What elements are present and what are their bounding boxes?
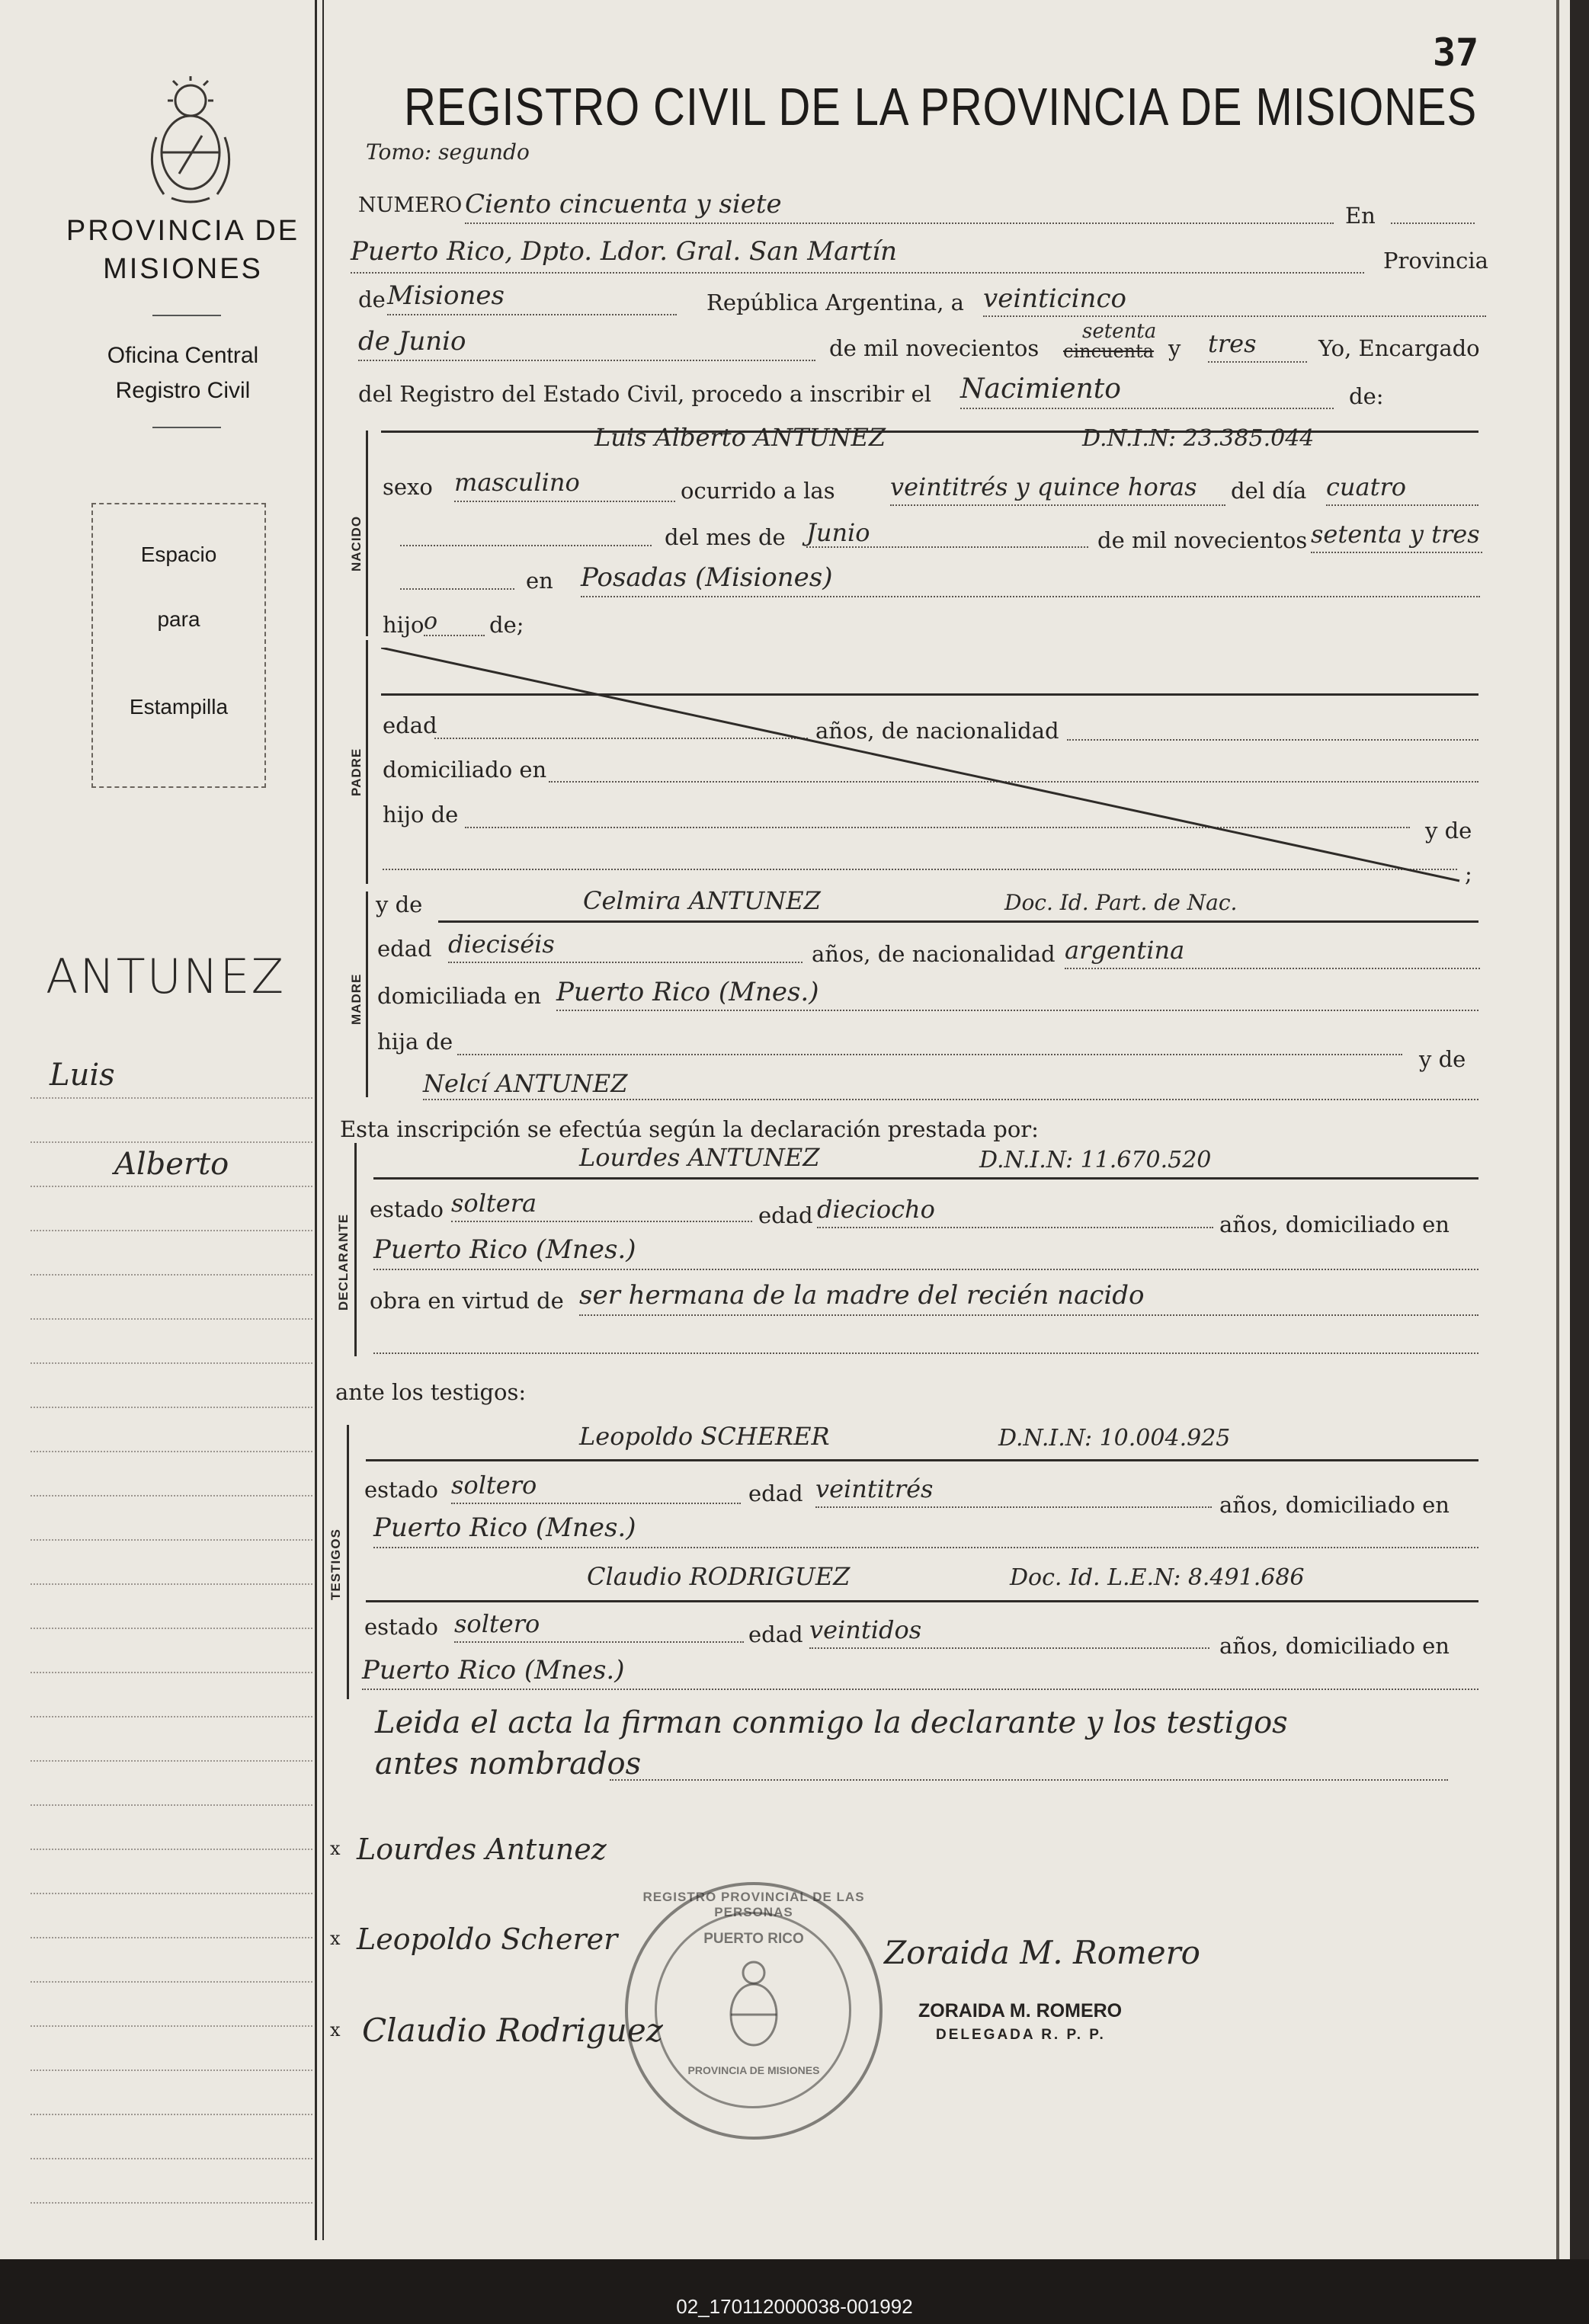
padre-hijo-label: hijo de <box>383 802 459 827</box>
testigo2-dni: Doc. Id. L.E.N: 8.491.686 <box>1010 1564 1305 1591</box>
section-label-nacido: NACIDO <box>349 515 364 571</box>
rule <box>1311 552 1482 553</box>
margin-guideline <box>30 2202 312 2204</box>
testigo2-domicilio: Puerto Rico (Mnes.) <box>362 1655 625 1685</box>
rule <box>581 596 1480 597</box>
testigo2-nombre: Claudio RODRIGUEZ <box>587 1562 851 1591</box>
testigo2-edad-label: edad <box>748 1621 803 1647</box>
round-seal <box>625 1882 883 2140</box>
section-label-madre: MADRE <box>349 973 364 1025</box>
decada-struck: cincuenta <box>1063 341 1155 362</box>
rule <box>465 222 1334 224</box>
stamp-box-label: para <box>157 607 200 631</box>
declarante-anios-label: años, domiciliado en <box>1219 1212 1450 1237</box>
declarante-edad-label: edad <box>758 1202 813 1228</box>
province-name-2: MISIONES <box>103 253 263 285</box>
rule <box>451 1503 741 1504</box>
office-name-2: Registro Civil <box>115 378 251 403</box>
en-label: En <box>1345 203 1376 229</box>
republica-label: República Argentina, a <box>706 290 964 315</box>
rule <box>373 1269 1478 1270</box>
provincia-label: Provincia <box>1383 248 1488 274</box>
madre-doc: Doc. Id. Part. de Nac. <box>1004 890 1238 915</box>
rule <box>387 314 677 315</box>
margin-rule-inner <box>322 0 324 2240</box>
declarante-estado-label: estado <box>370 1196 444 1222</box>
padre-anios-label: años, de nacionalidad <box>815 718 1059 744</box>
testigo1-domicilio: Puerto Rico (Mnes.) <box>373 1513 636 1543</box>
margin-guideline <box>30 1849 312 1850</box>
dia-value: veinticinco <box>983 283 1126 314</box>
cierre-linea-1: Leida el acta la firman conmigo la declarante y los testigos <box>375 1705 1288 1740</box>
rule <box>373 1177 1478 1180</box>
rule <box>817 1227 1213 1228</box>
mes-label: del mes de <box>665 524 786 550</box>
hijo-de-label: de; <box>489 612 524 638</box>
rule <box>1065 968 1480 969</box>
hijo-label: hijo <box>383 612 424 638</box>
coat-of-arms-icon <box>141 76 240 206</box>
dia-value: cuatro <box>1326 472 1407 501</box>
rule <box>610 1779 1448 1781</box>
mil-label: de mil novecientos <box>829 335 1040 361</box>
firma-testigo2: Claudio Rodriguez <box>362 2012 663 2049</box>
margin-guideline <box>30 1230 312 1231</box>
nacido-nombre: Luis Alberto ANTUNEZ <box>594 423 886 452</box>
margin-first-name: Luis <box>50 1058 115 1093</box>
margin-guideline <box>30 1893 312 1894</box>
margin-guideline <box>30 1539 312 1541</box>
padre-semicolon: ; <box>1465 861 1472 887</box>
anio-value: tres <box>1208 329 1257 358</box>
testigo1-edad: veintitrés <box>815 1474 934 1503</box>
margin-guideline <box>30 1274 312 1276</box>
margin-surname: ANTUNEZ <box>46 949 286 1004</box>
provincia-value: Misiones <box>387 280 505 311</box>
margin-guideline <box>30 2158 312 2159</box>
rule <box>366 1600 1478 1602</box>
margin-second-name: Alberto <box>114 1147 229 1182</box>
rule <box>366 1459 1478 1461</box>
sexo-label: sexo <box>383 474 433 500</box>
padre-y-de-label: y de <box>1425 818 1472 843</box>
right-edge <box>1556 0 1559 2259</box>
rule <box>448 962 803 963</box>
declarante-nombre: Lourdes ANTUNEZ <box>579 1143 820 1172</box>
sello-oficial-nombre: ZORAIDA M. ROMERO <box>918 2000 1123 2021</box>
rule <box>806 546 1088 548</box>
section-bracket <box>366 640 368 884</box>
section-label-declarante: DECLARANTE <box>336 1213 351 1311</box>
margin-guideline <box>30 1981 312 1983</box>
sello-oficial-cargo: DELEGADA R. P. P. <box>936 2027 1106 2043</box>
rule <box>400 588 514 590</box>
madre-anios-label: años, de nacionalidad <box>812 941 1056 967</box>
en-label: en <box>526 568 553 594</box>
seal-ring-text: REGISTRO PROVINCIAL DE LAS PERSONAS <box>642 1890 865 1919</box>
abuela-nombre: Nelcí ANTUNEZ <box>423 1069 628 1098</box>
margin-guideline <box>30 1760 312 1762</box>
rule <box>579 1314 1478 1316</box>
testigo1-dni: D.N.I.N: 10.004.925 <box>998 1425 1231 1452</box>
testigos-intro: ante los testigos: <box>335 1379 527 1405</box>
declarante-estado: soltera <box>451 1189 537 1218</box>
madre-y-de-label: y de <box>376 892 423 917</box>
rule <box>423 1099 1478 1100</box>
rule <box>454 501 675 502</box>
divider <box>152 315 221 316</box>
rule <box>373 1547 1478 1548</box>
margin-guideline <box>30 1804 312 1806</box>
section-label-testigos: TESTIGOS <box>328 1529 343 1600</box>
rule <box>1208 361 1307 363</box>
rule <box>809 1647 1209 1649</box>
madre-domicilio-label: domiciliada en <box>377 983 542 1009</box>
margin-guideline <box>30 2070 312 2071</box>
margin-guideline <box>30 1097 312 1099</box>
rule <box>358 360 815 361</box>
testigo2-estado: soltero <box>454 1609 540 1638</box>
rule <box>1326 504 1478 506</box>
firma-testigo1: Leopoldo Scherer <box>357 1922 618 1956</box>
margin-guideline <box>30 2114 312 2115</box>
declarante-dni: D.N.I.N: 11.670.520 <box>979 1147 1212 1173</box>
padre-edad-label: edad <box>383 712 437 738</box>
testigo2-estado-label: estado <box>364 1614 439 1640</box>
page-number: 37 <box>1433 30 1479 75</box>
mes-value: Junio <box>806 518 870 547</box>
divider <box>152 427 221 428</box>
declarante-obra: ser hermana de la madre del recién nacido <box>579 1280 1145 1311</box>
mes-value: de Junio <box>358 326 466 357</box>
nacido-dni: D.N.I.N: 23.385.044 <box>1082 425 1315 452</box>
padre-cancel-stroke <box>381 648 1463 884</box>
seal-emblem-icon <box>719 1957 788 2057</box>
testigo1-edad-label: edad <box>748 1481 803 1506</box>
padre-domicilio-label: domiciliado en <box>383 757 547 783</box>
madre-nacionalidad: argentina <box>1065 936 1185 965</box>
rule <box>983 315 1486 317</box>
margin-guideline <box>30 1583 312 1585</box>
madre-edad-label: edad <box>377 936 432 962</box>
stamp-box <box>91 503 266 788</box>
de-colon-label: de: <box>1349 383 1384 409</box>
nacido-lugar: Posadas (Misiones) <box>581 562 833 593</box>
margin-guideline <box>30 1716 312 1717</box>
reference-id: 02_170112000038-001992 <box>676 2295 913 2318</box>
margin-rule <box>315 0 317 2240</box>
decada-correction: setenta <box>1082 320 1157 343</box>
ocurrido-label: ocurrido a las <box>681 478 835 504</box>
numero-label: NUMERO <box>358 194 463 217</box>
rule <box>351 272 1364 274</box>
cierre-linea-2: antes nombrados <box>375 1746 642 1781</box>
rule <box>438 920 1478 923</box>
rule <box>362 1689 1478 1690</box>
document-page: PROVINCIA DE MISIONES Oficina Central Registro Civil Espacio para Estampilla ANTUNEZ Luis Alberto 37 REGISTRO CIVIL DE LA PROVINCIA DE MISIONES Tomo: segundo NUMERO Ciento cincuenta y siete En Puerto Rico, Dpto. Ldor. Gral. San Martín Provincia de Misiones República Argentina, a veinticinco de Junio de mil novecientos setenta cincuenta y tres Yo, Encargado del Registro del Estado Civil, procedo a inscribir el Nacimiento de: NACIDO Luis Alberto ANTUNEZ D.N.I.N: 23.385.044 sexo masculino ocurrido a las veintitrés y quince horas del día cuatro del mes de Junio de mil novecientos setenta y tres en Posadas (Misiones) hijo o de; PADRE edad años, de nacionalidad domiciliado en hijo de y de ; MADRE y de Celmira ANTUNEZ Doc. Id. Part. de Nac. edad dieciséis años, de nacionalidad argentina domiciliada en Puerto Rico (Mnes.) hija de y de Nelcí ANTUNEZ Esta inscripción se efectúa según la declaración prestada por: DECLARANTE Lourdes ANTUNEZ D.N.I.N: 11.670.520 estado soltera edad dieciocho años, domiciliado en Puerto Rico (Mnes.) obra en virtud de ser hermana de la madre del recién nacido ante los testigos: TESTIGOS Leopoldo SCHERER D.N.I.N: 10.004.925 estado soltero edad veintitrés años, domiciliado en Puerto Rico (Mnes.) Claudio RODRIGUEZ Doc. Id. L.E.N: 8.491.686 estado soltero edad veintidos años, domiciliado en Puerto Rico (Mnes.) Leida el acta la firman conmigo la declarante y los testigos antes nombrados x Lourdes Antunez x Leopoldo Scherer x Claudio Rodriguez Zoraida M. Romero ZORAIDA M. ROMERO DELEGADA R. P. P. REGISTRO PROVINCIAL DE LAS PERSONAS PUERTO RICO PROVINCIA DE MISIONES <box>0 0 1570 2259</box>
margin-guideline <box>30 1318 312 1320</box>
rule <box>373 1352 1478 1354</box>
rule <box>1391 222 1475 224</box>
margin-guideline <box>30 1628 312 1629</box>
rule <box>457 1054 1402 1055</box>
section-bracket <box>354 1143 357 1356</box>
margin-guideline <box>30 1672 312 1673</box>
declarante-obra-label: obra en virtud de <box>370 1288 564 1314</box>
lugar-value: Puerto Rico, Dpto. Ldor. Gral. San Martín <box>351 236 898 267</box>
numero-value: Ciento cincuenta y siete <box>465 189 782 219</box>
declarante-domicilio: Puerto Rico (Mnes.) <box>373 1234 636 1265</box>
madre-edad: dieciséis <box>448 930 555 959</box>
de-label: de <box>358 286 386 312</box>
office-name: Oficina Central <box>107 343 259 368</box>
margin-guideline <box>30 1186 312 1187</box>
madre-nombre: Celmira ANTUNEZ <box>583 886 821 915</box>
margin-guideline <box>30 1362 312 1364</box>
madre-hija-label: hija de <box>377 1029 453 1055</box>
rule <box>424 635 485 636</box>
declarante-edad: dieciocho <box>817 1195 935 1224</box>
sexo-value: masculino <box>454 468 580 497</box>
margin-guideline <box>30 1495 312 1497</box>
acto-value: Nacimiento <box>960 373 1121 405</box>
seal-bottom-text: PROVINCIA DE MISIONES <box>687 2064 820 2076</box>
section-bracket <box>347 1425 349 1699</box>
margin-guideline <box>30 2025 312 2027</box>
testigo1-estado: soltero <box>451 1471 537 1500</box>
rule <box>890 504 1225 506</box>
rule <box>400 545 652 546</box>
declarante-intro: Esta inscripción se efectúa según la declaración prestada por: <box>340 1116 1039 1142</box>
registro-label: del Registro del Estado Civil, procedo a inscribir el <box>358 381 932 407</box>
testigo1-estado-label: estado <box>364 1477 439 1503</box>
margin-guideline <box>30 1451 312 1452</box>
hijo-value: o <box>424 608 438 635</box>
dia-label: del día <box>1231 478 1307 504</box>
seal-inner-text: PUERTO RICO <box>703 1931 804 1947</box>
rule <box>454 1641 744 1643</box>
stamp-box-label: Espacio <box>140 543 217 566</box>
section-bracket <box>366 431 368 636</box>
section-label-padre: PADRE <box>349 747 364 796</box>
mil-label: de mil novecientos <box>1097 527 1308 553</box>
testigo2-anios-label: años, domiciliado en <box>1219 1633 1450 1659</box>
encargado-label: Yo, Encargado <box>1318 335 1480 361</box>
stamp-box-label: Estampilla <box>129 695 229 719</box>
margin-guideline <box>30 1407 312 1408</box>
firma-oficial: Zoraida M. Romero <box>884 1934 1200 1971</box>
page-title: REGISTRO CIVIL DE LA PROVINCIA DE MISIONES <box>404 77 1478 136</box>
testigo2-edad: veintidos <box>809 1615 922 1644</box>
rule <box>556 1010 1478 1011</box>
madre-domicilio: Puerto Rico (Mnes.) <box>556 977 819 1007</box>
hora-value: veintitrés y quince horas <box>890 472 1197 501</box>
firma-declarante: Lourdes Antunez <box>357 1833 607 1866</box>
testigo1-nombre: Leopoldo SCHERER <box>579 1422 830 1451</box>
y-label: y <box>1168 335 1181 361</box>
madre-y-de-label-2: y de <box>1419 1046 1466 1072</box>
rule <box>815 1506 1212 1508</box>
rule <box>451 1221 752 1222</box>
testigo1-anios-label: años, domiciliado en <box>1219 1492 1450 1518</box>
anio-value: setenta y tres <box>1311 520 1480 549</box>
tomo-note: Tomo: segundo <box>366 139 530 165</box>
rule <box>960 408 1334 409</box>
province-name: PROVINCIA DE <box>66 215 300 247</box>
margin-guideline <box>30 1937 312 1938</box>
section-bracket <box>366 892 368 1097</box>
margin-guideline <box>30 1141 312 1143</box>
